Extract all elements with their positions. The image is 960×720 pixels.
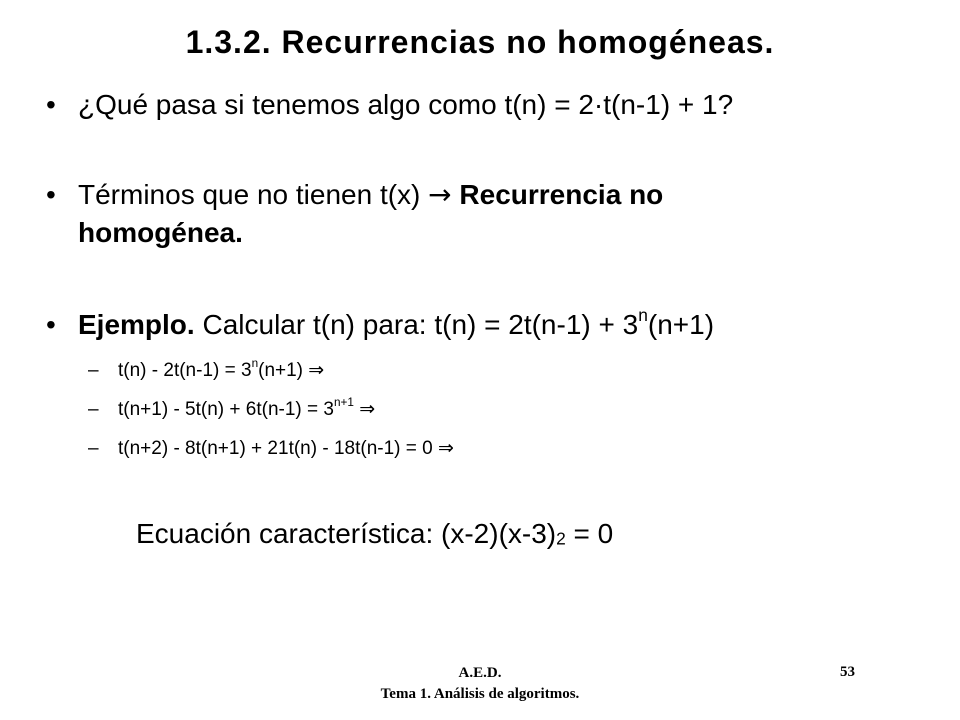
footer-course: A.E.D. [458, 665, 502, 681]
footer-topic: Tema 1. Análisis de algoritmos. [380, 686, 580, 702]
bullet-text-bold-continued: homogénea. [78, 217, 243, 248]
right-arrow-icon: → [428, 178, 452, 211]
slide-title: 1.3.2. Recurrencias no homogéneas. [185, 24, 775, 60]
sub-item-step-2: – $t(n+1) - 5t(n) + 6t(n-1) = 3^{n+1}$ ⇒ [88, 396, 376, 420]
dash-bullet: – [88, 399, 99, 420]
bullet-text-bold: Recurrencia no [459, 179, 664, 210]
bullet-text-normal: Términos que no tienen t(x) [78, 179, 421, 210]
characteristic-equation: Ecuación característica: $(x-2)(x-3)_2 = 0$ [136, 518, 614, 549]
bullet-text: ¿Qué pasa si tenemos algo como t(n) = 2·t(n-1) + 1? [78, 89, 734, 120]
example-label: Ejemplo. [78, 309, 195, 340]
sub-item-step-3: – t(n+2) - 8t(n+1) + 21t(n) - 18t(n-1) = 0 ⇒ [88, 437, 454, 459]
dash-bullet: – [88, 360, 99, 381]
sub-item-step-1: – $t(n) - 2t(n-1) = 3^n(n+1)$ ⇒ [88, 357, 325, 381]
bullet-dot: • [46, 309, 56, 340]
bullet-text [78, 178, 663, 212]
bullet-dot: • [46, 179, 56, 210]
page-number: 53 [840, 664, 855, 680]
bullet-text: Ejemplo. Calcular t(n) para: $t(n) = 2t(n-1) + 3^n(n+1)$ [78, 304, 715, 340]
bullet-dot: • [46, 89, 56, 120]
implies-arrow-icon: ⇒ [437, 437, 454, 459]
implies-arrow-icon: ⇒ [359, 398, 376, 420]
dash-bullet: – [88, 438, 99, 459]
implies-arrow-icon: ⇒ [308, 359, 325, 381]
